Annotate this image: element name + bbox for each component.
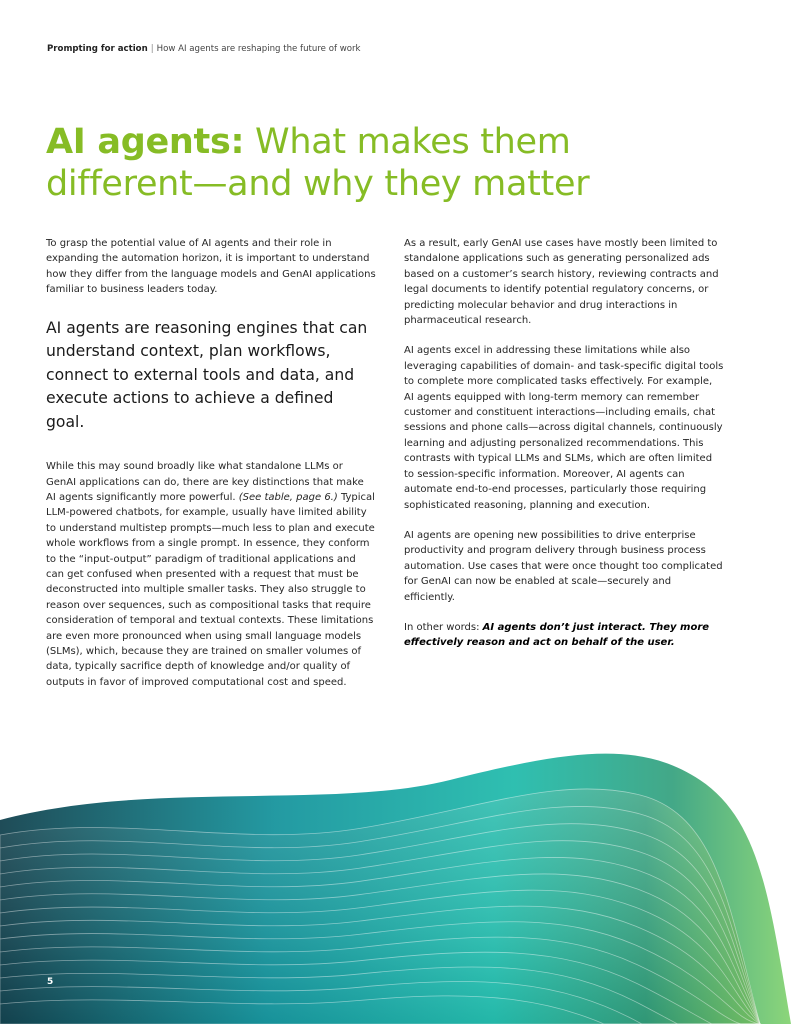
pullquote: AI agents are reasoning engines that can understand context, plan workflows, connect to external tools and data, and execute actions to achieve a defined goal. — [46, 318, 368, 431]
page-number: 5 — [47, 977, 54, 987]
decorative-wave-graphic — [0, 740, 791, 1024]
body-part1: While this may sound broadly like what standalone LLMs or GenAI applications can do, there are key distinctions that make AI agents significantly more powerful. — [46, 461, 364, 503]
intro-paragraph: To grasp the potential value of AI agents and their role in expanding the automation horizon, it is important to understand how they differ from the language models and GenAI applications familiar to business leaders today. — [46, 238, 376, 296]
header-subtitle: How AI agents are reshaping the future of work — [156, 44, 361, 54]
right-column — [404, 236, 724, 666]
right-paragraph-2: AI agents excel in addressing these limitations while also leveraging capabilities of domain- and task-specific digital tools to complete more complicated tasks effectively. For example, AI agents equipped with long-term memory can remember customer and constituent interactions—including emails, chat sessions and phone calls—across digital channels, continuously learning and adjusting personalized recommendations. This contrasts with typical LLMs and SLMs, which are often limited to session-specific information. Moreover, AI agents can automate end-to-end processes, particularly those requiring sophisticated reasoning, planning and execution. — [404, 345, 724, 511]
header-section: Prompting for action — [47, 44, 148, 54]
page-title — [46, 121, 606, 205]
right-paragraph-1: As a result, early GenAI use cases have mostly been limited to standalone applications such as generating personalized ads based on a customer’s search history, reviewing contracts and legal documents to identify potential regulatory concerns, or predicting molecular behavior and drug interactions in pharmaceutical research. — [404, 238, 719, 327]
left-column — [46, 236, 376, 705]
conclusion-paragraph — [404, 620, 724, 651]
header-separator: | — [150, 44, 154, 54]
conclusion-strong: AI agents don’t just interact. They more effectively reason and act on behalf of the user. — [404, 621, 710, 649]
body-part2: Typical LLM-powered chatbots, for example, usually have limited ability to understand multistep prompts—much less to plan and execute whole workflows from a single prompt. In essence, they conform to the “input-output” paradigm of traditional applications and can get confused when presented with a request that must be deconstructed into multiple smaller tasks. They also struggle to reason over sequences, such as compositional tasks that require consideration of temporal and textual contexts. These limitations are even more pronounced when using small language models (SLMs), which, because they are trained on smaller volumes of data, typically sacrifice depth of knowledge and/or quality of outputs in favor of improved computational cost and speed. — [46, 491, 375, 688]
body-paragraph — [46, 459, 376, 690]
conclusion-lead: In other words: — [404, 621, 483, 633]
table-reference: (See table, page 6.) — [238, 491, 338, 503]
title-strong: AI agents: — [46, 122, 245, 162]
running-header — [47, 44, 361, 54]
right-paragraph-3: AI agents are opening new possibilities to drive enterprise productivity and program delivery through business process automation. Use cases that were once thought too complicated for GenAI can now be enabled at scale—securely and efficiently. — [404, 529, 723, 603]
title-light: What makes them different—and why they matter — [46, 122, 590, 204]
